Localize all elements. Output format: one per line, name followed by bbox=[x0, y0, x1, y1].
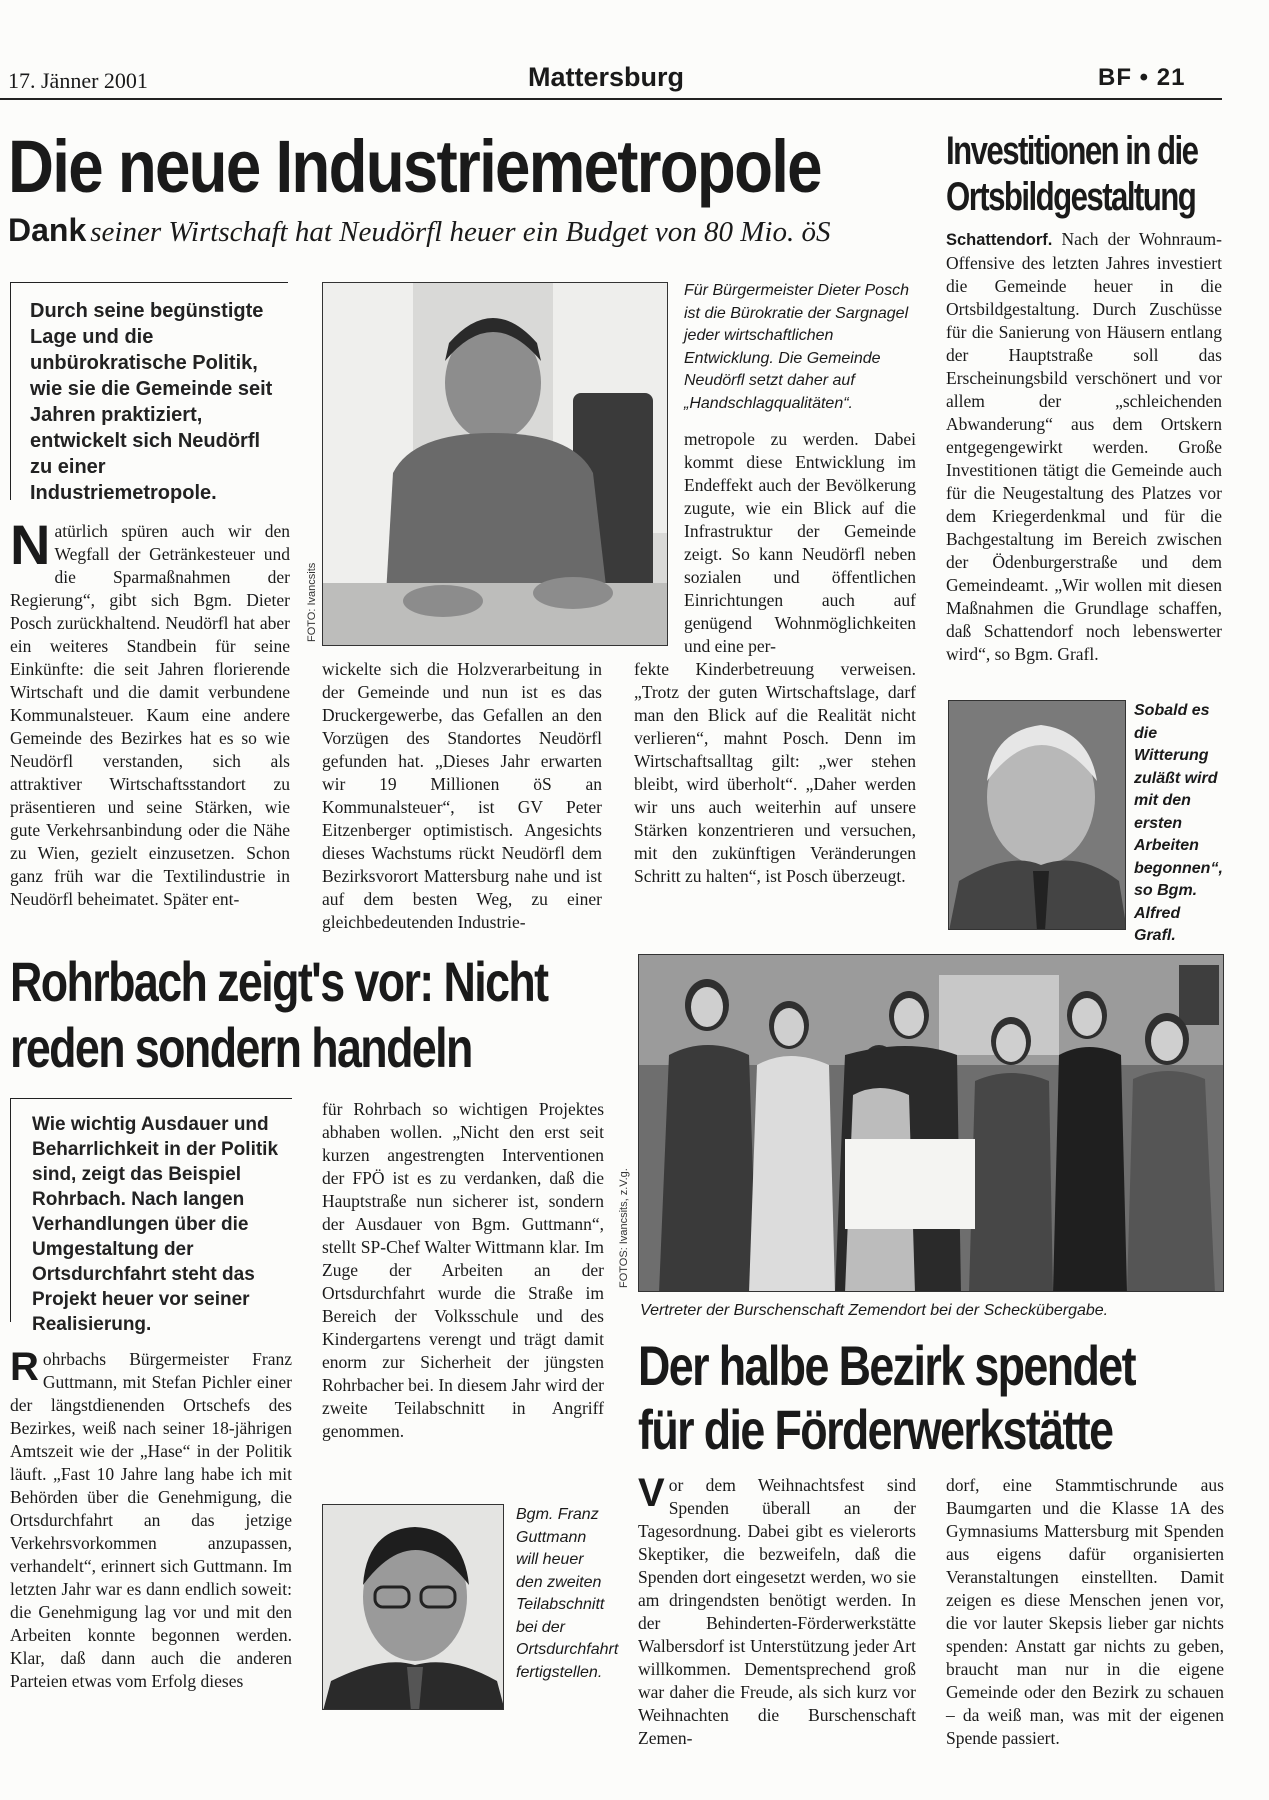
portrait-older-man-icon bbox=[949, 701, 1126, 930]
article3-lead: Wie wichtig Ausdauer und Beharrlichkeit in der Politik sind, zeigt das Beispiel Rohrbach. Nach langen Verhandlungen über die Umgestaltung der Ortsdurchfahrt steht das Projekt heuer vor seiner Realisierung. bbox=[32, 1114, 279, 1335]
article3-col1: Rohrbachs Bürgermeister Franz Guttmann, mit Stefan Pichler einer der längstdienenden Ortschefs des Bezirkes, weiß nach seiner 18-jährigen Amtszeit wie der „Hase“ in der Politik läuft. „Fast 10 Jahre lang habe ich mit Behörden über die Genehmigung, die Ortsdurchfahrt an das jetzige Verkehrsvorkommen anzupassen, verhandelt“, erinnert sich Guttmann. Im letzten Jahr war es dann endlich soweit: die Genehmigung lag vor und mit den Arbeiten konnte begonnen werden. Klar, daß dann auch die anderen Parteien etwas vom Erfolg dieses bbox=[10, 1345, 292, 1691]
article1-photo-caption: Für Bürgermeister Dieter Posch ist die Bürokratie der Sargnagel jeder wirtschaftlichen Entwicklung. Die Gemeinde Neudörfl setzt daher auf „Handschlagqualitäten“. bbox=[684, 282, 909, 412]
group-photo-check-handover-icon bbox=[639, 955, 1224, 1292]
portrait-man-desk-icon bbox=[323, 283, 668, 646]
article2-dateline: Schattendorf. bbox=[946, 231, 1053, 249]
article1-subhead-bold: Dank bbox=[8, 212, 87, 248]
article1-col1: Natürlich spüren auch wir den Wegfall der Getränkesteuer und die Sparmaßnahmen der Regierung“, gibt sich Bgm. Dieter Posch zurückhaltend. Neudörfl hat aber ein weiteres Standbein für seine Einkünfte: die seit Jahren florierende Wirtschaft und die damit verbundene Kommunalsteuer. Kaum eine andere Gemeinde des Bezirkes hat es so wie Neudörfl verstanden, sich als attraktiver Wirtschaftsstandort zu präsentieren und seine Stärken, wie gute Verkehrsanbindung oder die Nähe zu Wien, gezielt einzusetzen. Schon ganz früh war die Textilindustrie in Neudörfl beheimatet. Später ent- bbox=[10, 513, 290, 909]
article1-photo-credit: FOTO: Ivancsits bbox=[306, 562, 318, 642]
article4-headline-1: Der halbe Bezirk spendet bbox=[638, 1334, 1135, 1397]
article3-col2: für Rohrbach so wichtigen Projektes abhaben wollen. „Nicht den erst seit kurzen angestrengten Interventionen der FPÖ ist es zu verdanken, daß die Hauptstraße nun sicherer ist, sondern der Ausdauer von Bgm. Guttmann“, stellt SP-Chef Walter Wittmann klar. Im Zuge der Arbeiten an der Ortsdurchfahrt wurde die Straße im Bereich der Volksschule und des Kindergartens verengt und trägt damit enorm zur Sicherheit der jüngsten Rohrbacher bei. In diesem Jahr wird der zweite Teilabschnitt in Angriff genommen. bbox=[322, 1099, 604, 1441]
article3-headline-2: reden sondern handeln bbox=[10, 1016, 472, 1079]
header-rule bbox=[0, 98, 1222, 100]
article1-col2: wickelte sich die Holzverarbeitung in der Gemeinde und nun ist es das Druckergewerbe, das Gefallen an den Vorzügen des Standortes Neudörfl gefunden hat. „Dieses Jahr erwarten wir 19 Millionen öS an Kommunalsteuer“, ist GV Peter Eitzenberger optimistisch. Angesichts dieses Wachstums rückt Neudörfl dem Bezirksvorort Mattersburg nahe und ist auf dem besten Weg, zu einer gleichbedeutenden Industrie- bbox=[322, 659, 602, 932]
article3-photo-caption: Bgm. Franz Guttmann will heuer den zweiten Teilabschnitt bei der Ortsdurchfahrt fertigstellen. bbox=[516, 1506, 619, 1681]
article1-lead: Durch seine begünstigte Lage und die unbürokratische Politik, wie sie die Gemeinde seit Jahren praktiziert, entwickelt sich Neudörfl zu einer Industriemetropole. bbox=[30, 300, 273, 504]
article1-headline: Die neue Industriemetropole bbox=[8, 125, 821, 208]
article2-photo-caption: Sobald es die Witterung zuläßt wird mit den ersten Arbeiten begonnen“, so Bgm. Alfred Grafl. bbox=[1134, 702, 1223, 944]
photo-guttmann bbox=[322, 1504, 504, 1710]
article3-headline-1: Rohrbach zeigt's vor: Nicht bbox=[10, 950, 548, 1013]
article1-col3b: fekte Kinderbetreuung verweisen. „Trotz der guten Wirtschaftslage, darf man den Blick auf die Realität nicht verlieren“, mahnt Posch. Denn im Wirtschaftsalltag gilt: „wer stehen bleibt, wird überholt“. „Daher werden wir uns auch weiterhin auf unsere Stärken konzentrieren und versuchen, mit den zukünftigen Veränderungen Schritt zu halten“, ist Posch überzeugt. bbox=[634, 659, 916, 886]
article4-headline-2: für die Förderwerkstätte bbox=[638, 1398, 1113, 1461]
photo-posch bbox=[322, 282, 668, 646]
article1-col3a: metropole zu werden. Dabei kommt diese Entwicklung im Endeffekt auch der Bevölkerung zugute, wie ein Blick auf die Infrastruktur der Gemeinde zeigt. So kann Neudörfl neben sozialen und öffentlichen Einrichtungen auch auf genügend Wohnmöglichkeiten und eine per- bbox=[684, 429, 916, 656]
article4-photo-caption: Vertreter der Burschenschaft Zemendort bei der Scheckübergabe. bbox=[640, 1302, 1109, 1319]
issue-date: 17. Jänner 2001 bbox=[8, 68, 148, 93]
article4-col1: Vor dem Weihnachtsfest sind Spenden überall an der Tagesordnung. Dabei gibt es vielerorts Skeptiker, die bezweifeln, daß die Spenden dort eingesetzt werden, wo sie am dringendsten benötigt werden. In der Behinderten-Förderwerkstätte Walbersdorf ist Unterstützung jeder Art willkommen. Dementsprechend groß war daher die Freude, als sich kurz vor Weihnachten die Burschenschaft Zemen- bbox=[638, 1471, 916, 1748]
article3-dropcap: R bbox=[10, 1345, 39, 1389]
article1-dropcap: N bbox=[10, 513, 51, 576]
article1-subhead bbox=[8, 212, 830, 249]
article1-subhead-rest: seiner Wirtschaft hat Neudörfl heuer ein Budget von 80 Mio. öS bbox=[90, 216, 831, 248]
portrait-man-glasses-icon bbox=[323, 1505, 504, 1710]
photo-grafl bbox=[948, 700, 1126, 930]
photo-group bbox=[638, 954, 1224, 1292]
article4-photo-credit: FOTOS: Ivancsits, z.V.g. bbox=[618, 1168, 630, 1288]
article4-col2: dorf, eine Stammtischrunde aus Baumgarten und die Klasse 1A des Gymnasiums Mattersburg mit Spenden aus eigens dafür organisierten Veranstaltungen einstellten. Damit zeigen es diese Menschen jenen vor, die vor lauter Skepsis lieber gar nichts spenden: Anstatt gar nichts zu geben, braucht man nur in die eigene Gemeinde oder den Bezirk zu schauen – da weiß man, was mit der eigenen Spende passiert. bbox=[946, 1475, 1224, 1748]
article2-headline: Investitionen in die Ortsbildgestaltung bbox=[946, 129, 1198, 219]
article2-body: Schattendorf. Nach der Wohnraum-Offensive des letzten Jahres investiert die Gemeinde heuer in die Ortsbildgestaltung. Durch Zuschüsse für die Sanierung von Häusern entlang der Hauptstraße soll das Erscheinungsbild verschönert und vor allem der „schleichenden Abwanderung“ aus dem Ortskern entgegengewirkt werden. Große Investitionen tätigt die Gemeinde auch für die Neugestaltung des Platzes vor dem Kriegerdenkmal und für die Bachgestaltung im Bereich zwischen der Ödenburgerstraße und dem Gemeindeamt. „Wir wollen mit diesen Maßnahmen die Grundlage schaffen, daß Schattendorf noch lebenswerter wird“, so Bgm. Grafl. bbox=[946, 229, 1222, 664]
section-title: Mattersburg bbox=[528, 62, 685, 92]
article4-dropcap: V bbox=[638, 1471, 665, 1515]
page-number: BF • 21 bbox=[1098, 64, 1186, 91]
